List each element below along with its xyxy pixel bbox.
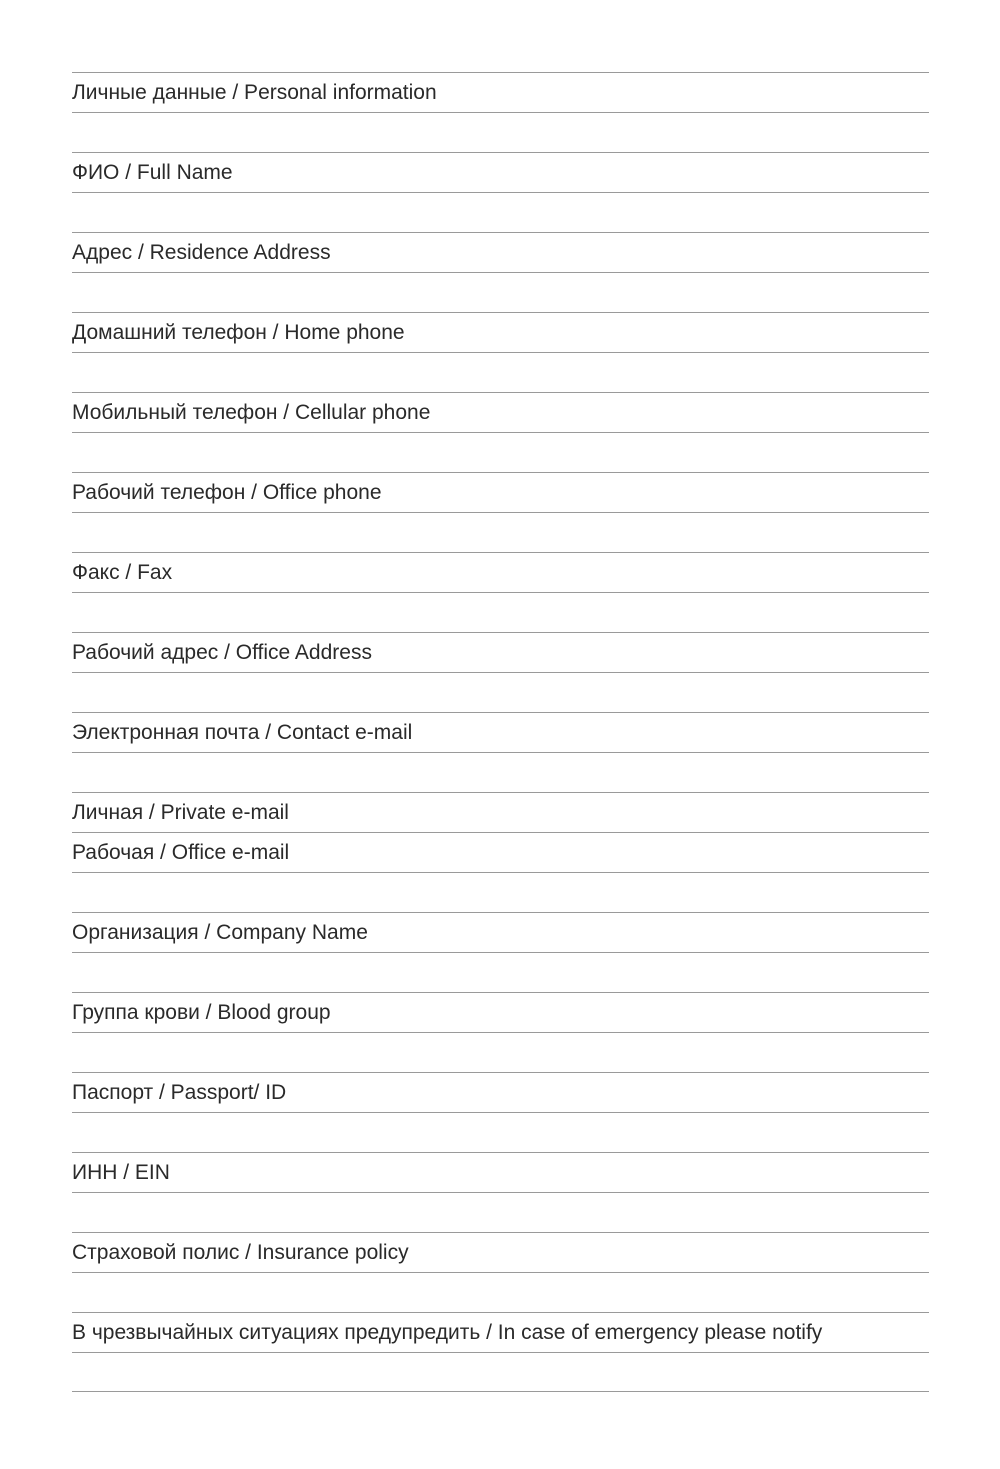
label-office-phone: Рабочий телефон / Office phone [72, 481, 382, 504]
label-private-email: Личная / Private e-mail [72, 801, 289, 824]
row-emergency-contact [72, 1312, 929, 1352]
label-personal-information: Личные данные / Personal information [72, 81, 437, 104]
row-passport [72, 1072, 929, 1112]
row-personal-information [72, 72, 929, 112]
label-blood-group: Группа крови / Blood group [72, 1001, 331, 1024]
row-company-name-blank[interactable] [72, 952, 929, 992]
row-contact-email [72, 712, 929, 752]
label-contact-email: Электронная почта / Contact e-mail [72, 721, 413, 744]
label-cellular-phone: Мобильный телефон / Cellular phone [72, 401, 431, 424]
personal-info-form [72, 72, 929, 1392]
row-residence-address-blank[interactable] [72, 272, 929, 312]
label-home-phone: Домашний телефон / Home phone [72, 321, 405, 344]
label-residence-address: Адрес / Residence Address [72, 241, 331, 264]
row-office-email-blank[interactable] [72, 872, 929, 912]
row-personal-information-blank[interactable] [72, 112, 929, 152]
row-full-name [72, 152, 929, 192]
row-passport-blank[interactable] [72, 1112, 929, 1152]
row-emergency-contact-blank[interactable] [72, 1352, 929, 1392]
row-fax [72, 552, 929, 592]
label-insurance-policy: Страховой полис / Insurance policy [72, 1241, 409, 1264]
row-insurance-policy-blank[interactable] [72, 1272, 929, 1312]
row-blood-group-blank[interactable] [72, 1032, 929, 1072]
label-company-name: Организация / Company Name [72, 921, 368, 944]
row-office-email [72, 832, 929, 872]
row-office-phone [72, 472, 929, 512]
row-home-phone [72, 312, 929, 352]
row-private-email [72, 792, 929, 832]
row-cellular-phone [72, 392, 929, 432]
label-ein: ИНН / EIN [72, 1161, 170, 1184]
label-full-name: ФИО / Full Name [72, 161, 233, 184]
label-passport: Паспорт / Passport/ ID [72, 1081, 287, 1104]
row-ein [72, 1152, 929, 1192]
row-cellular-phone-blank[interactable] [72, 432, 929, 472]
row-office-address-blank[interactable] [72, 672, 929, 712]
label-fax: Факс / Fax [72, 561, 173, 584]
row-ein-blank[interactable] [72, 1192, 929, 1232]
row-office-phone-blank[interactable] [72, 512, 929, 552]
label-office-email: Рабочая / Office e-mail [72, 841, 290, 864]
row-contact-email-blank[interactable] [72, 752, 929, 792]
row-fax-blank[interactable] [72, 592, 929, 632]
row-insurance-policy [72, 1232, 929, 1272]
row-full-name-blank[interactable] [72, 192, 929, 232]
row-home-phone-blank[interactable] [72, 352, 929, 392]
row-residence-address [72, 232, 929, 272]
label-office-address: Рабочий адрес / Office Address [72, 641, 372, 664]
row-company-name [72, 912, 929, 952]
row-office-address [72, 632, 929, 672]
label-emergency-contact: В чрезвычайных ситуациях предупредить / In case of emergency please notify [72, 1321, 823, 1344]
row-blood-group [72, 992, 929, 1032]
